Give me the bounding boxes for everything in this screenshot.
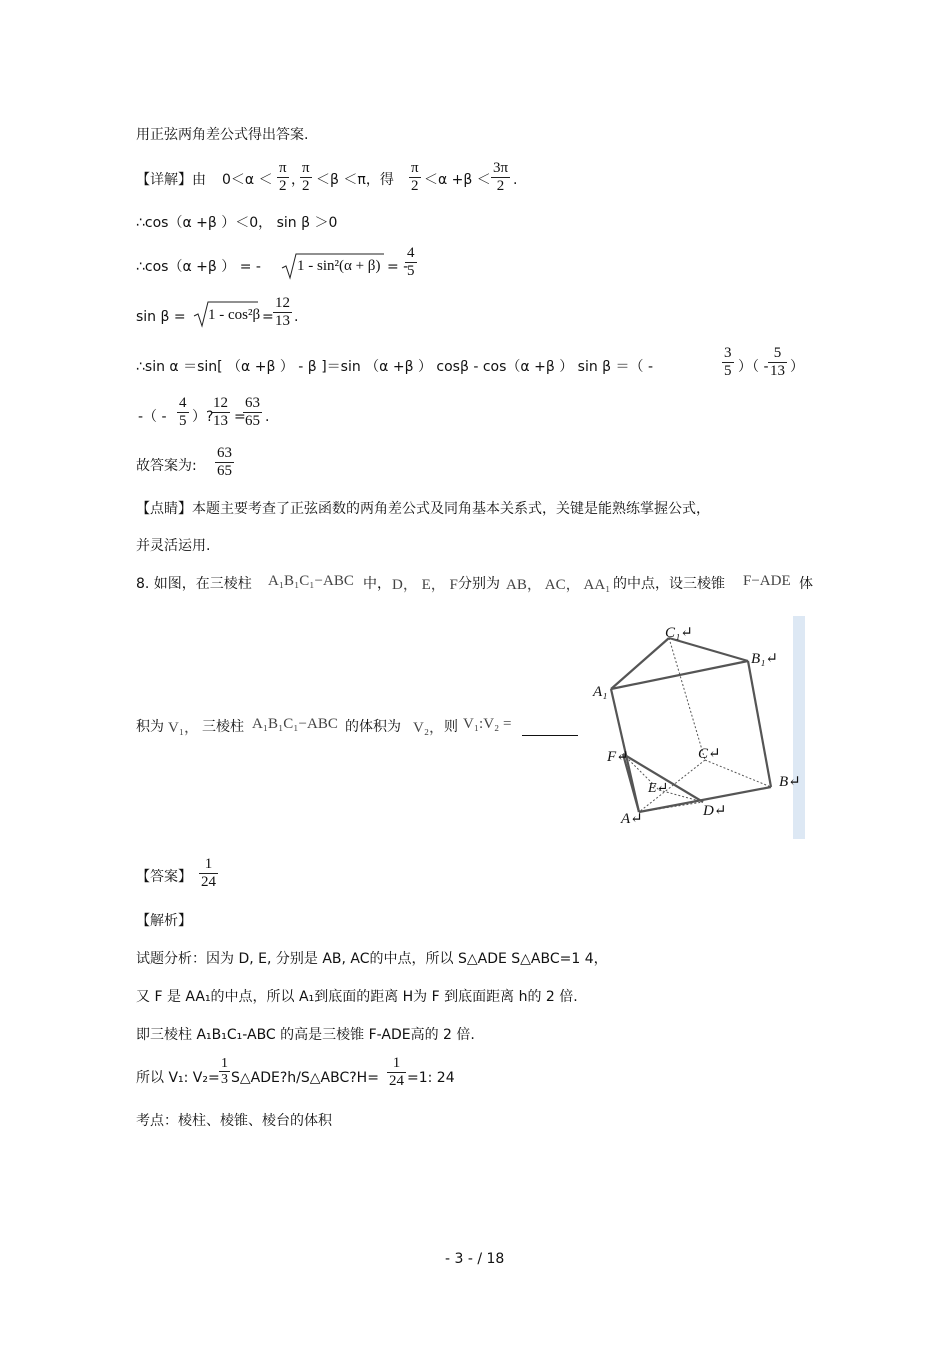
text-line: sin β = xyxy=(136,309,186,325)
prism-figure xyxy=(579,616,805,839)
fraction: 5 13 xyxy=(770,345,785,379)
vertex-label-e: E↵ xyxy=(648,781,669,796)
text-line: 【点睛】本题主要考查了正弦函数的两角差公式及同角基本关系式，关键是能熟练掌握公式， xyxy=(136,501,710,517)
fraction: 63 65 xyxy=(217,445,232,479)
fraction: 3 5 xyxy=(724,345,732,379)
vertex-label-a: A↵ xyxy=(621,811,643,827)
text-line: 【详解】由 xyxy=(136,172,206,188)
vertex-label-c: C↵ xyxy=(698,746,721,762)
question-text: 8. 如图，在三棱柱 xyxy=(136,576,252,592)
question-text: 的中点，设三棱锥 xyxy=(613,576,725,592)
sqrt-content: 1 - cos²β xyxy=(208,307,261,323)
fraction: 4 5 xyxy=(179,395,187,429)
vertex-label-f: F↵ xyxy=(607,749,629,765)
text-line: ＜β ＜π，得 xyxy=(316,172,394,188)
answer-fraction: 1 24 xyxy=(201,856,216,890)
text-line: ∴cos（α +β ） = - xyxy=(136,259,261,275)
text-line: 并灵活运用. xyxy=(136,538,211,554)
fraction: 12 13 xyxy=(213,395,228,429)
fraction: 1 3 xyxy=(221,1056,228,1087)
text-line: -（ - xyxy=(138,409,167,425)
question-text: 分别为 xyxy=(458,576,500,592)
text-line: ， xyxy=(291,172,305,188)
answer-label: 【答案】 xyxy=(136,869,192,885)
analysis-label: 【解析】 xyxy=(136,913,192,929)
fraction: π 2 xyxy=(411,160,419,194)
text-line: = xyxy=(262,309,274,325)
text-line: . xyxy=(513,172,518,188)
text-line: =1: 24 xyxy=(407,1070,455,1086)
question-text: 体 xyxy=(799,576,813,592)
sqrt-content: 1 - sin²(α + β) xyxy=(297,258,381,274)
text-line: . xyxy=(294,309,299,325)
answer-blank xyxy=(522,735,578,736)
question-text: 积为 xyxy=(136,719,164,735)
question-text: 则 xyxy=(444,719,458,735)
vertex-label-b: B↵ xyxy=(779,774,801,790)
vertex-label-c1: C₁↵ xyxy=(665,625,693,641)
math-expression: V₁， xyxy=(168,720,200,736)
vertex-label-b1: B₁↵ xyxy=(751,651,778,667)
math-expression: A₁B₁C₁−ABC xyxy=(268,573,354,589)
fraction: 12 13 xyxy=(275,295,290,329)
question-text: 中， xyxy=(363,576,391,592)
text-line: 试题分析：因为 D, E, 分别是 AB, AC的中点，所以 S△ADE S△ABC=1 4， xyxy=(136,951,608,967)
text-line: ∴sin α ＝sin[ （α +β ） - β ]＝sin （α +β ） cosβ - cos（α +β ） sin β ＝（ - xyxy=(136,359,654,375)
text-line: 考点：棱柱、棱锥、棱台的体积 xyxy=(136,1113,332,1129)
text-line: ） xyxy=(790,359,804,375)
text-line: ∴cos（α +β ）＜0， sin β ＞0 xyxy=(136,215,338,231)
question-text: 三棱柱 xyxy=(202,719,244,735)
text-line: = - xyxy=(387,259,409,275)
text-line: ）（ - xyxy=(738,359,769,375)
text-line: ＜α +β ＜ xyxy=(424,172,491,188)
vertex-label-d: D↵ xyxy=(703,803,727,819)
text-line: 用正弦两角差公式得出答案. xyxy=(136,127,309,143)
text-line: = xyxy=(234,409,246,425)
fraction: 4 5 xyxy=(407,245,415,279)
fraction: 1 24 xyxy=(389,1055,404,1089)
math-expression: F−ADE xyxy=(743,573,791,589)
text-line: 所以 V₁: V₂= xyxy=(136,1070,220,1086)
fraction: π 2 xyxy=(302,160,310,194)
text-line: 故答案为: xyxy=(136,458,197,474)
page-number: - 3 - / 18 xyxy=(445,1251,505,1267)
text-line: . xyxy=(265,409,270,425)
math-expression: AB， AC， AA₁ xyxy=(506,577,611,593)
math-expression: V₁:V₂ = xyxy=(463,716,512,732)
fraction: 63 65 xyxy=(245,395,260,429)
math-expression: D， E， F xyxy=(392,577,458,593)
vertex-label-a1: A₁ xyxy=(593,684,608,700)
question-text: 的体积为 xyxy=(345,719,401,735)
math-expression: V₂， xyxy=(413,720,445,736)
text-line: 0＜α ＜ xyxy=(222,172,273,188)
fraction: 3π 2 xyxy=(493,160,509,194)
text-line: ）? xyxy=(192,409,214,425)
figure-edge-band xyxy=(793,616,805,839)
text-line: 又 F 是 AA₁的中点，所以 A₁到底面的距离 H为 F 到底面距离 h的 2 倍. xyxy=(136,989,578,1005)
text-line: S△ADE?h/S△ABC?H= xyxy=(231,1070,379,1086)
text-line: 即三棱柱 A₁B₁C₁-ABC 的高是三棱锥 F-ADE高的 2 倍. xyxy=(136,1027,475,1043)
math-expression: A₁B₁C₁−ABC xyxy=(252,716,338,732)
fraction: π 2 xyxy=(279,160,287,194)
